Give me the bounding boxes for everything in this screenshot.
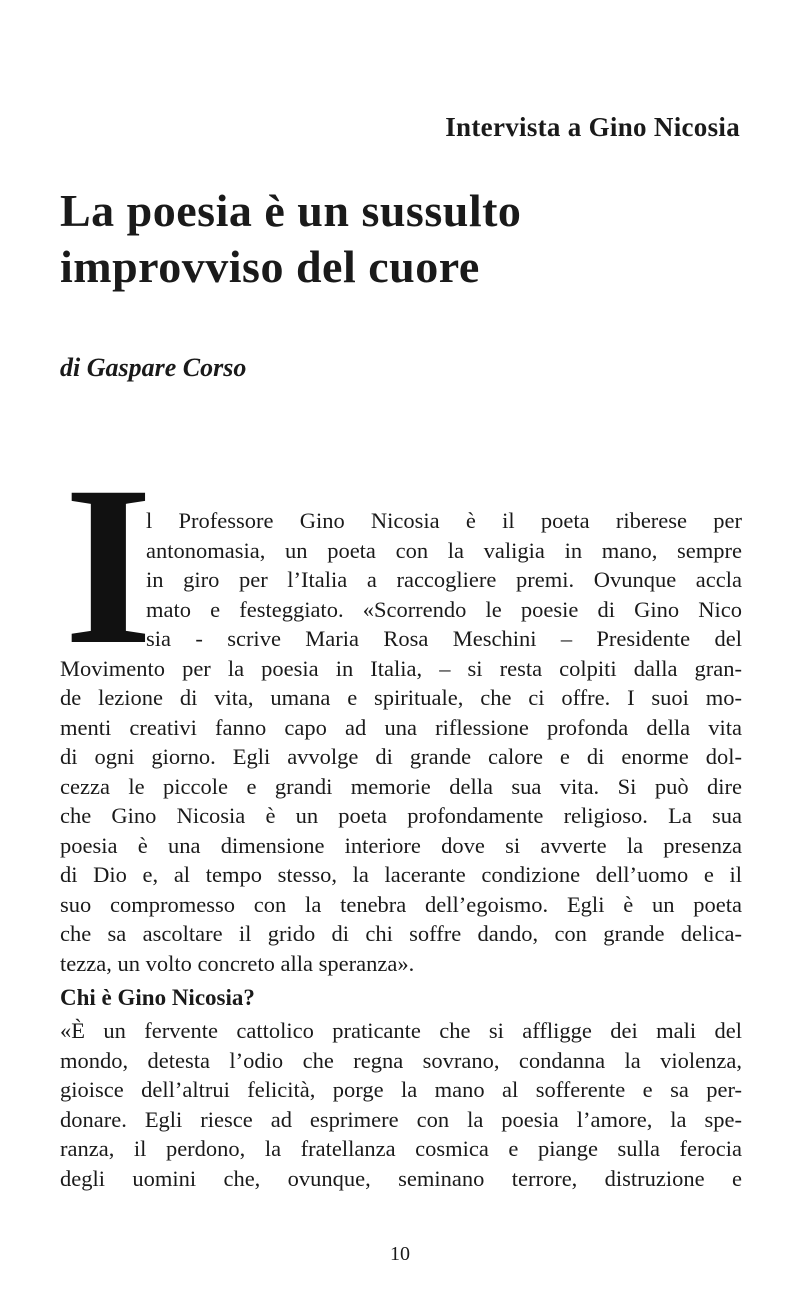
paragraph-line: di Dio e, al tempo stesso, la lacerante condizione dell’uomo e il: [60, 862, 742, 887]
paragraph-line: de lezione di vita, umana e spirituale, che ci offre. I suoi mo-: [60, 685, 742, 710]
paragraph-line: che sa ascoltare il grido di chi soffre dando, con grande delica-: [60, 921, 742, 946]
headline: [60, 183, 760, 295]
paragraph-line: menti creativi fanno capo ad una riflessione profonda della vita: [60, 714, 742, 740]
paragraph-line: Movimento per la poesia in Italia, – si resta colpiti dalla gran-: [60, 655, 742, 681]
paragraph-line: antonomasia, un poeta con la valigia in mano, sempre: [146, 537, 742, 563]
headline-line: La poesia è un sussulto: [60, 185, 522, 236]
byline: di Gaspare Corso: [60, 353, 247, 382]
page-number: 10: [390, 1243, 410, 1265]
paragraph-line: che Gino Nicosia è un poeta profondamente religioso. La sua: [60, 803, 742, 828]
drop-cap: I: [64, 440, 153, 692]
paragraph-line: mato e festeggiato. «Scorrendo le poesie di Gino Nico: [146, 596, 742, 622]
paragraph-line: tezza, un volto concreto alla speranza».: [60, 950, 415, 976]
paragraph-line: mondo, detesta l’odio che regna sovrano, condanna la violenza,: [60, 1047, 742, 1073]
paragraph-line: degli uomini che, ovunque, seminano terrore, distruzione e: [60, 1165, 742, 1191]
paragraph-line: in giro per l’Italia a raccogliere premi. Ovunque accla: [146, 567, 742, 592]
kicker: Intervista a Gino Nicosia: [445, 112, 740, 142]
paragraph-line: gioisce dell’altrui felicità, porge la mano al sofferente e sa per-: [60, 1077, 742, 1102]
headline-line: improvviso del cuore: [60, 241, 480, 292]
paragraph-line: ranza, il perdono, la fratellanza cosmica e piange sulla ferocia: [60, 1136, 742, 1161]
paragraph-line: di ogni giorno. Egli avvolge di grande calore e di enorme dol-: [60, 744, 742, 769]
paragraph-line: suo compromesso con la tenebra dell’egoismo. Egli è un poeta: [60, 891, 742, 917]
paragraph-line: donare. Egli riesce ad esprimere con la poesia l’amore, la spe-: [60, 1106, 742, 1132]
paragraph-line: sia - scrive Maria Rosa Meschini – Presidente del: [146, 626, 742, 651]
paragraph-line: cezza le piccole e grandi memorie della sua vita. Si può dire: [60, 773, 742, 799]
paragraph-line: «È un fervente cattolico praticante che si affligge dei mali del: [60, 1018, 742, 1043]
paragraph-line: l Professore Gino Nicosia è il poeta riberese per: [146, 508, 742, 533]
paragraph-line: poesia è una dimensione interiore dove si avverte la presenza: [60, 832, 742, 858]
section-heading: Chi è Gino Nicosia?: [60, 985, 255, 1010]
